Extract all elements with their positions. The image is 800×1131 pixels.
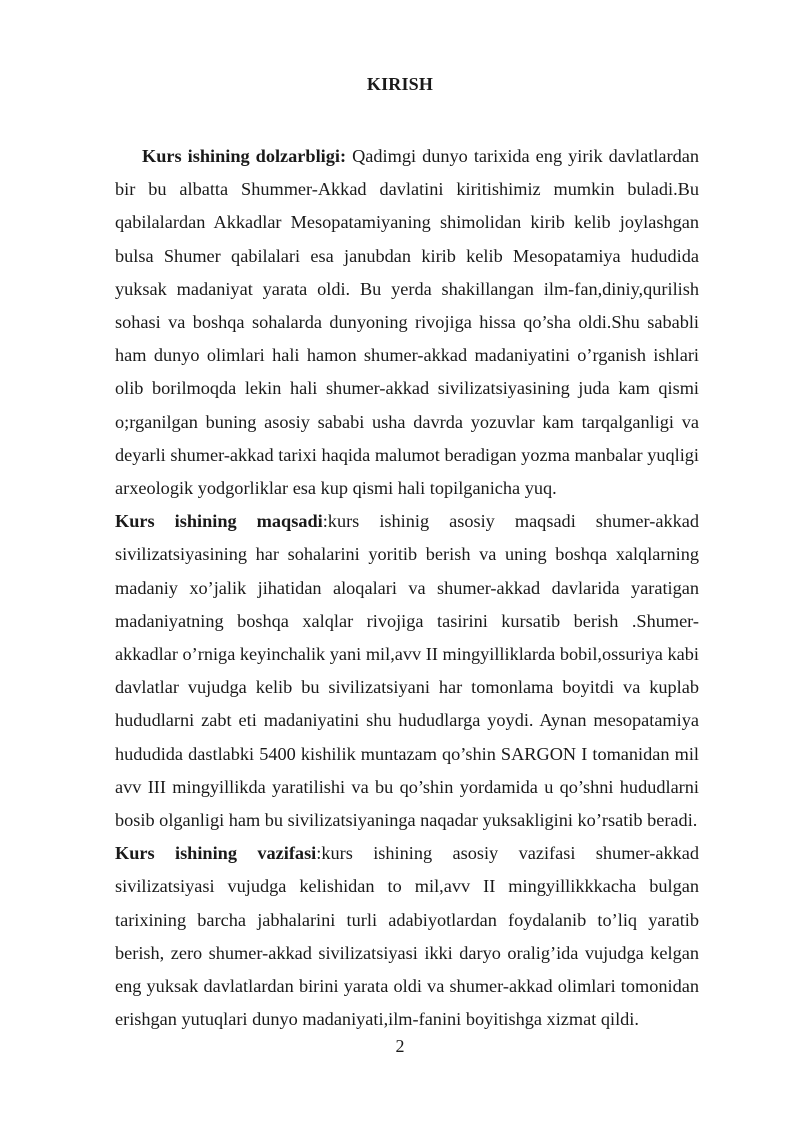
paragraph-heading: Kurs ishining vazifasi (115, 843, 317, 864)
paragraph-text: :kurs ishining asosiy vazifasi shumer-akkad sivilizatsiyasi vujudga kelishidan to mil,avv II mingyillikkkacha bulgan tarixining barcha jabhalarini turli adabiyotlardan foydalanib to’liq yaratib berish, zero shumer-akkad sivilizatsiyasi ikki daryo oralig’ida vujudga kelgan eng yuksak davlatlardan birini yarata oldi va shumer-akkad olimlari tomonidan erishgan yutuqlari dunyo madaniyati,ilm-fanini boyitishga xizmat qildi. (115, 843, 699, 1030)
paragraph-text: :kurs ishinig asosiy maqsadi shumer-akkad sivilizatsiyasining har sohalarini yoritib berish va uning boshqa xalqlarning madaniy xo’jalik jihatidan aloqalari va shumer-akkad davlarida yaratigan madaniyatning boshqa xalqlar rivojiga tasirini kursatib berish .Shumer-akkadlar o’rniga keyinchalik yani mil,avv II mingyilliklarda bobil,ossuriya kabi davlatlar vujudga kelib bu sivilizatsiyani har tomonlama boyitdi va kuplab hududlarni zabt eti madaniyatini shu hududlarga yoydi. Aynan mesopatamiya hududida dastlabki 5400 kishilik muntazam qo’shin SARGON I tomanidan mil avv III mingyillikda yaratilishi va bu qo’shin yordamida u qo’shni hududlarni bosib olganligi ham bu sivilizatsiyaninga naqadar yuksakligini ko’rsatib beradi. (115, 511, 699, 831)
page-title: KIRISH (366, 74, 434, 94)
paragraph-heading: Kurs ishining maqsadi (115, 511, 323, 532)
paragraph-task (115, 837, 699, 1036)
page-number: 2 (395, 1036, 405, 1056)
paragraph-relevance (115, 140, 699, 505)
body-text (115, 140, 699, 1036)
paragraph-goal (115, 505, 699, 837)
paragraph-text: Qadimgi dunyo tarixida eng yirik davlatlardan bir bu albatta Shummer-Akkad davlatini kiritishimiz mumkin buladi.Bu qabilalardan Akkadlar Mesopatamiyaning shimolidan kirib kelib joylashgan bulsa Shumer qabilalari esa janubdan kirib kelib Mesopatamiya hududida yuksak madaniyat yarata oldi. Bu yerda shakillangan ilm-fan,diniy,qurilish sohasi va boshqa sohalarda dunyoning rivojiga hissa qo’sha oldi.Shu sababli ham dunyo olimlari hali hamon shumer-akkad madaniyatini o’rganish ishlari olib borilmoqda lekin hali shumer-akkad sivilizatsiyasining juda kam qismi o;rganilgan buning asosiy sababi usha davrda yozuvlar kam tarqalganligi va deyarli shumer-akkad tarixi haqida malumot beradigan yozma manbalar yuqligi arxeologik yodgorliklar esa kup qismi hali topilganicha yuq. (115, 146, 700, 499)
paragraph-heading: Kurs ishining dolzarbligi: (142, 146, 347, 166)
